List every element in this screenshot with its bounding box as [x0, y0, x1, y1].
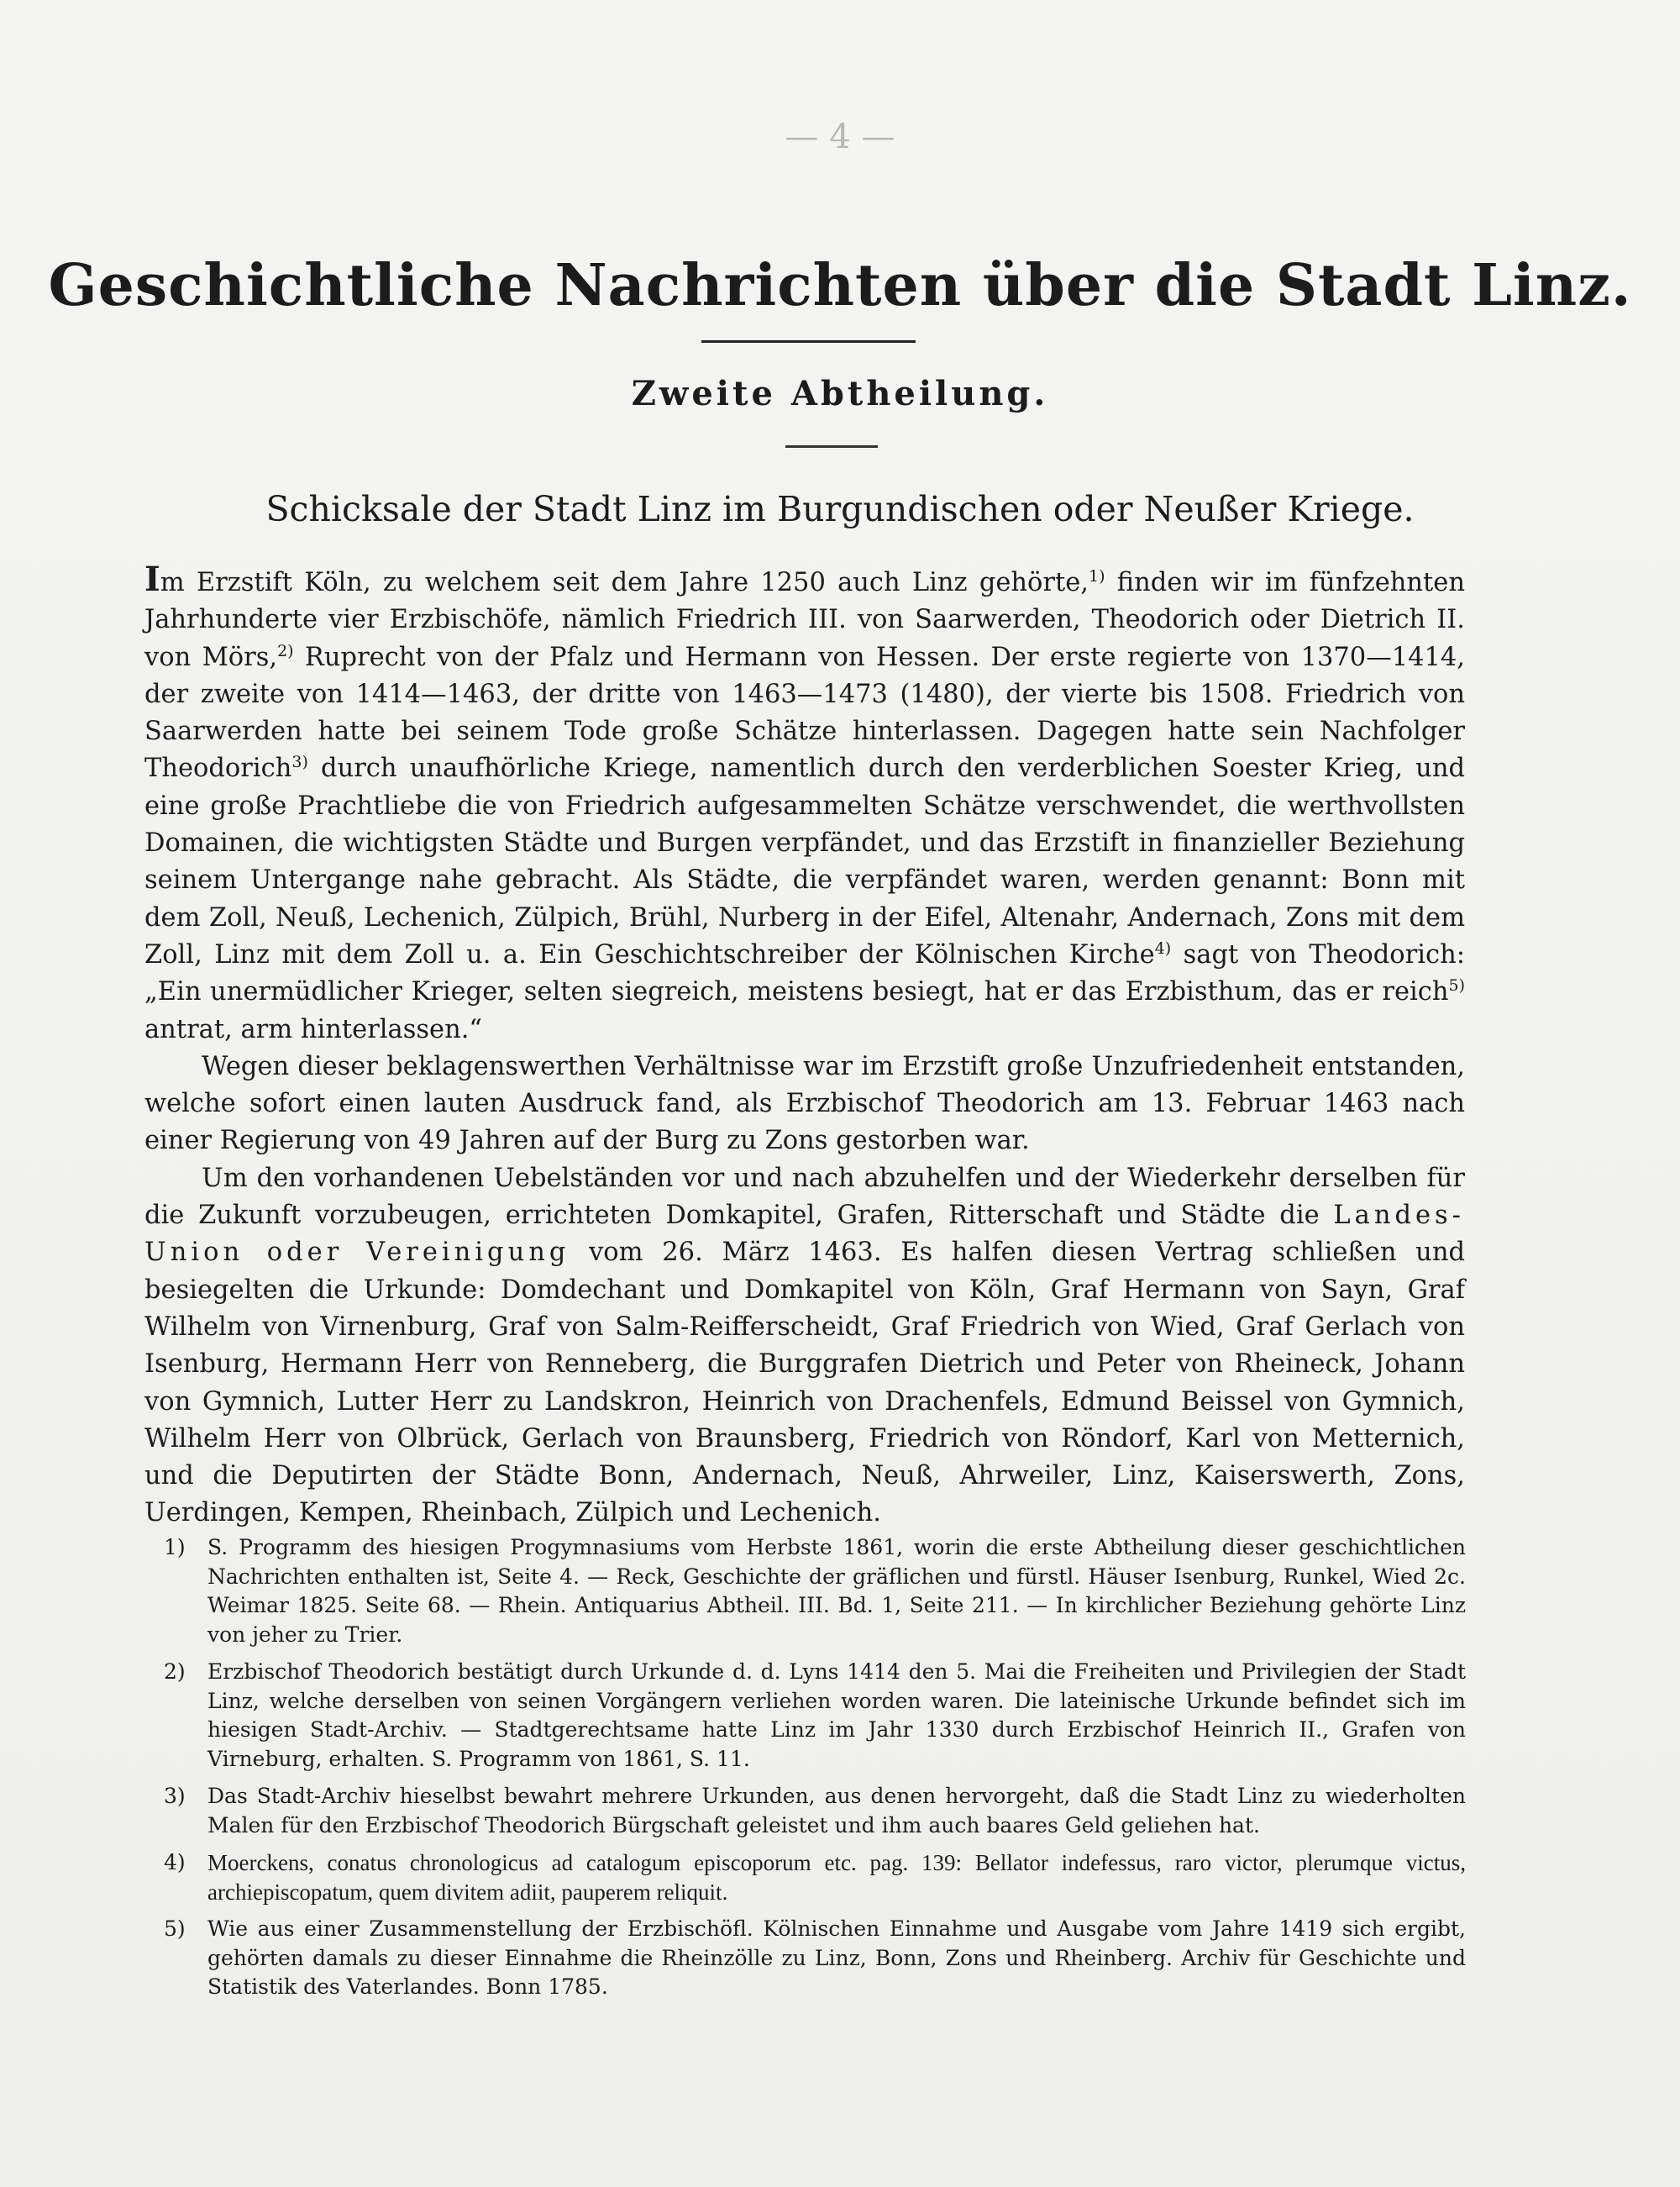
- paragraph-2: Wegen dieser beklagenswerthen Verhältnisse war im Erzstift große Unzufriedenheit entstanden, welche sofort einen lauten Ausdruck fand, als Erzbischof Theodorich am 13. Februar 1463 nach einer Regierung von 49 Jahren auf der Burg zu Zons gestorben war.: [144, 1051, 1465, 1156]
- initial-letter: I: [144, 560, 160, 599]
- footnote-ref-5: 5): [1448, 976, 1465, 996]
- p3-spaced-term: Landes-Union oder Vereinigung: [144, 1201, 1465, 1268]
- subtitle: Zweite Abtheilung.: [631, 374, 1049, 413]
- subtitle-rule: [785, 445, 878, 448]
- body-text: [144, 561, 1465, 1532]
- footnote-number: 1): [164, 1535, 186, 1559]
- p3-text-a: Um den vorhandenen Uebelständen vor und nach abzuhelfen und der Wiederkehr derselben für die Zukunft vorzubeugen, errichteten Domkapitel, Grafen, Ritterschaft und Städte die: [144, 1163, 1465, 1231]
- footnote-number: 3): [164, 1784, 186, 1808]
- footnote-2: [164, 1658, 1466, 1774]
- p3-text-b: vom 26. März 1463. Es halfen diesen Vertrag schließen und besiegelten die Urkunde: Domdechant und Domkapitel von Köln, Graf Hermann von Sayn, Graf Wilhelm von Virnenburg, Graf von Salm-Reifferscheidt, Graf Friedrich von Wied, Graf Gerlach von Isenburg, Hermann Herr von Renneberg, die Burggrafen Dietrich und Peter von Rheineck, Johann von Gymnich, Lutter Herr zu Landskron, Heinrich von Drachenfels, Edmund Beissel von Gymnich, Wilhelm Herr von Olbrück, Gerlach von Braunsberg, Friedrich von Röndorf, Karl von Metternich, und die Deputirten der Städte Bonn, Andernach, Neuß, Ahrweiler, Linz, Kaiserswerth, Zons, Uerdingen, Kempen, Rheinbach, Zülpich und Lechenich.: [144, 1238, 1465, 1528]
- paragraph-3: [144, 1160, 1465, 1532]
- section-title: Schicksale der Stadt Linz im Burgundischen oder Neußer Kriege.: [265, 489, 1415, 529]
- title-rule: [701, 340, 916, 343]
- footnotes: [164, 1533, 1466, 2011]
- paragraph-1: [144, 561, 1465, 1049]
- footnote-5: [164, 1915, 1466, 2002]
- footnote-ref-3: 3): [291, 753, 308, 772]
- p1-text-b: finden wir im fünfzehnten Jahrhunderte vier Erzbischöfe, nämlich Friedrich III. von Saarwerden, Theodorich oder Dietrich II. von Mörs,: [144, 568, 1465, 672]
- footnote-text: S. Programm des hiesigen Progymnasiums vom Herbste 1861, worin die erste Abtheilung dieser geschichtlichen Nachrichten enthalten ist, Seite 4. — Reck, Geschichte der gräflichen und fürstl. Häuser Isenburg, Runkel, Wied 2c. Weimar 1825. Seite 68. — Rhein. Antiquarius Abtheil. III. Bd. 1, Seite 211. — In kirchlicher Beziehung gehörte Linz von jeher zu Trier.: [207, 1535, 1466, 1647]
- p1-text-a: m Erzstift Köln, zu welchem seit dem Jahre 1250 auch Linz gehörte,: [160, 568, 1089, 597]
- footnote-4: [164, 1848, 1466, 1906]
- footnote-ref-2: 2): [277, 641, 294, 660]
- footnote-3: [164, 1782, 1466, 1840]
- footnote-ref-1: 1): [1089, 566, 1105, 586]
- footnote-number: 5): [164, 1916, 186, 1941]
- p1-text-d: durch unaufhörliche Kriege, namentlich durch den verderblichen Soester Krieg, und eine große Prachtliebe die von Friedrich aufgesammelten Schätze verschwendet, die werthvollsten Domainen, die wichtigsten Städte und Burgen verpfändet, und das Erzstift in finanzieller Beziehung seinem Untergange nahe gebracht. Als Städte, die verpfändet waren, werden genannt: Bonn mit dem Zoll, Neuß, Lechenich, Zülpich, Brühl, Nurberg in der Eifel, Altenahr, Andernach, Zons mit dem Zoll, Linz mit dem Zoll u. a. Ein Geschichtschreiber der Kölnischen Kirche: [144, 754, 1465, 970]
- footnote-divider: [144, 1521, 1465, 1522]
- footnote-text: Das Stadt-Archiv hieselbst bewahrt mehrere Urkunden, aus denen hervorgeht, daß die Stadt Linz zu wiederholten Malen für den Erzbischof Theodorich Bürgschaft geleistet und ihm auch baares Geld geliehen hat.: [207, 1784, 1466, 1837]
- page-title: Geschichtliche Nachrichten über die Stadt Linz.: [48, 252, 1632, 319]
- footnote-number: 4): [164, 1850, 186, 1874]
- footnote-text: Wie aus einer Zusammenstellung der Erzbischöfl. Kölnischen Einnahme und Ausgabe vom Jahre 1419 sich ergibt, gehörten damals zu dieser Einnahme die Rheinzölle zu Linz, Bonn, Zons und Rheinberg. Archiv für Geschichte und Statistik des Vaterlandes. Bonn 1785.: [207, 1916, 1466, 1999]
- p1-text-e: sagt von Theodorich: „Ein unermüdlicher Krieger, selten siegreich, meistens besiegt, hat er das Erzbisthum, das er reich: [144, 939, 1466, 1007]
- footnote-text: Erzbischof Theodorich bestätigt durch Urkunde d. d. Lyns 1414 den 5. Mai die Freiheiten und Privilegien der Stadt Linz, welche derselben von seinen Vorgängern verliehen worden waren. Die lateinische Urkunde befindet sich im hiesigen Stadt-Archiv. — Stadtgerechtsame hatte Linz im Jahr 1330 durch Erzbischof Heinrich II., Grafen von Virneburg, erhalten. S. Programm von 1861, S. 11.: [207, 1659, 1466, 1771]
- page-number: — 4 —: [785, 118, 895, 156]
- p1-text-c: Ruprecht von der Pfalz und Hermann von Hessen. Der erste regierte von 1370—1414, der zweite von 1414—1463, der dritte von 1463—1473 (1480), der vierte bis 1508. Friedrich von Saarwerden hatte bei seinem Tode große Schätze hinterlassen. Dagegen hatte sein Nachfolger Theodorich: [144, 642, 1466, 784]
- p1-text-f: antrat, arm hinterlassen.“: [144, 1014, 483, 1044]
- footnote-ref-4: 4): [1154, 938, 1172, 958]
- footnote-number: 2): [164, 1659, 186, 1684]
- footnote-text: Moerckens, conatus chronologicus ad catalogum episcoporum etc. pag. 139: Bellator indefessus, raro victor, plerumque victus, archiepiscopatum, quem divitem adiit, pauperem reliquit.: [207, 1850, 1466, 1905]
- footnote-1: [164, 1533, 1466, 1649]
